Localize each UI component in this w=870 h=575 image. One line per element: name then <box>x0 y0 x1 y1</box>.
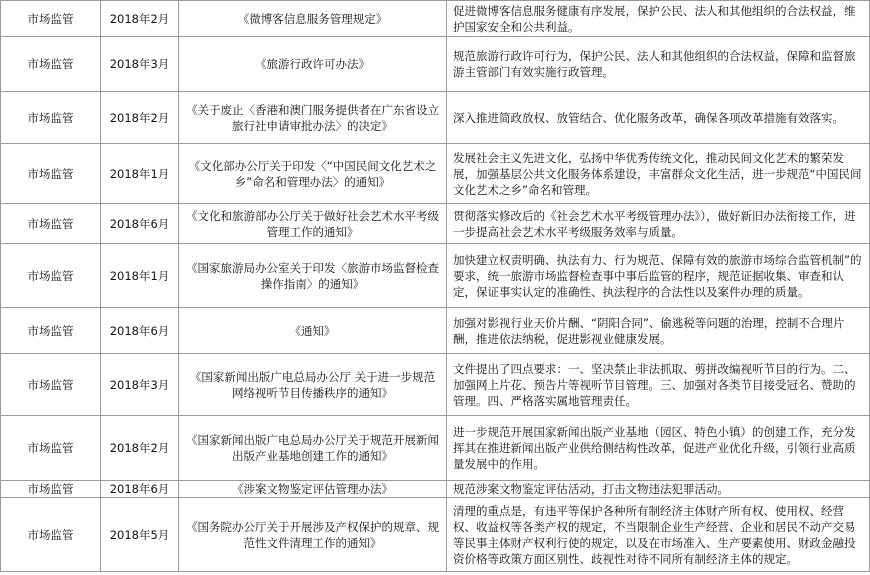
title-cell: 《通知》 <box>179 308 447 354</box>
date-cell: 2018年1月 <box>101 244 179 308</box>
category-cell: 市场监管 <box>1 354 101 416</box>
description-cell: 发展社会主义先进文化，弘扬中华优秀传统文化，推动民间文化艺术的繁荣发展，加强基层公共文化服务体系建设，丰富群众文化生活，进一步规范“中国民间文化艺术之乡”命名和管理。 <box>447 144 870 204</box>
description-cell: 文件提出了四点要求：一、坚决禁止非法抓取、剪拼改编视听节目的行为。二、加强网上片花、预告片等视听节目管理。三、加强对各类节目接受冠名、赞助的管理。四、严格落实属地管理责任。 <box>447 354 870 416</box>
description-cell: 加快建立权责明确、执法有力、行为规范、保障有效的旅游市场综合监管机制”的要求，统一旅游市场监督检查事中事后监管的程序，规范证据收集、审查和认定，保证事实认定的准确性、执法程序的合法性以及案件办理的质量。 <box>447 244 870 308</box>
title-cell: 《文化部办公厅关于印发〈“中国民间文化艺术之乡”命名和管理办法〉的通知》 <box>179 144 447 204</box>
table-row <box>1 204 870 244</box>
category-cell: 市场监管 <box>1 416 101 481</box>
description-cell: 规范旅游行政许可行为，保护公民、法人和其他组织的合法权益，保障和监督旅游主管部门有效实施行政管理。 <box>447 37 870 92</box>
category-cell: 市场监管 <box>1 481 101 498</box>
date-cell: 2018年1月 <box>101 144 179 204</box>
category-cell: 市场监管 <box>1 92 101 144</box>
table-row <box>1 498 870 572</box>
description-cell: 深入推进简政放权、放管结合、优化服务改革，确保各项改革措施有效落实。 <box>447 92 870 144</box>
date-cell: 2018年6月 <box>101 204 179 244</box>
title-cell: 《涉案文物鉴定评估管理办法》 <box>179 481 447 498</box>
title-cell: 《微博客信息服务管理规定》 <box>179 1 447 37</box>
date-cell: 2018年6月 <box>101 481 179 498</box>
category-cell: 市场监管 <box>1 204 101 244</box>
category-cell: 市场监管 <box>1 144 101 204</box>
date-cell: 2018年3月 <box>101 354 179 416</box>
description-cell: 加强对影视行业天价片酬、“阴阳合同”、偷逃税等问题的治理，控制不合理片酬，推进依法纳税，促进影视业健康发展。 <box>447 308 870 354</box>
table-row <box>1 244 870 308</box>
category-cell: 市场监管 <box>1 37 101 92</box>
date-cell: 2018年3月 <box>101 37 179 92</box>
table-row <box>1 1 870 37</box>
table-row <box>1 481 870 498</box>
category-cell: 市场监管 <box>1 1 101 37</box>
table-row <box>1 92 870 144</box>
category-cell: 市场监管 <box>1 498 101 572</box>
title-cell: 《国家新闻出版广电总局办公厅关于规范开展新闻出版产业基地创建工作的通知》 <box>179 416 447 481</box>
category-cell: 市场监管 <box>1 244 101 308</box>
date-cell: 2018年5月 <box>101 498 179 572</box>
table-row <box>1 308 870 354</box>
category-cell: 市场监管 <box>1 308 101 354</box>
date-cell: 2018年2月 <box>101 92 179 144</box>
title-cell: 《文化和旅游部办公厅关于做好社会艺术水平考级管理工作的通知》 <box>179 204 447 244</box>
title-cell: 《旅游行政许可办法》 <box>179 37 447 92</box>
description-cell: 清理的重点是，有违平等保护各种所有制经济主体财产所有权、使用权、经营权、收益权等各类产权的规定，不当限制企业生产经营、企业和居民不动产交易等民事主体财产权利行使的规定，以及在市场准入、生产要素使用、财政金融投资价格等政策方面区别性、歧视性对待不同所有制经济主体的规定。 <box>447 498 870 572</box>
table-row <box>1 37 870 92</box>
date-cell: 2018年6月 <box>101 308 179 354</box>
title-cell: 《国家旅游局办公室关于印发〈旅游市场监督检查操作指南〉的通知》 <box>179 244 447 308</box>
table-row <box>1 354 870 416</box>
description-cell: 促进微博客信息服务健康有序发展，保护公民、法人和其他组织的合法权益，维护国家安全和公共利益。 <box>447 1 870 37</box>
date-cell: 2018年2月 <box>101 1 179 37</box>
date-cell: 2018年2月 <box>101 416 179 481</box>
title-cell: 《国务院办公厅关于开展涉及产权保护的规章、规范性文件清理工作的通知》 <box>179 498 447 572</box>
description-cell: 进一步规范开展国家新闻出版产业基地（园区、特色小镇）的创建工作，充分发挥其在推进新闻出版产业供给侧结构性改革，促进产业优化升级，引领行业高质量发展中的作用。 <box>447 416 870 481</box>
title-cell: 《国家新闻出版广电总局办公厅 关于进一步规范网络视听节目传播秩序的通知》 <box>179 354 447 416</box>
table-row <box>1 144 870 204</box>
title-cell: 《关于废止〈香港和澳门服务提供者在广东省设立旅行社申请审批办法〉的决定》 <box>179 92 447 144</box>
description-cell: 贯彻落实修改后的《社会艺术水平考级管理办法》），做好新旧办法衔接工作，进一步提高社会艺术水平考级服务效率与质量。 <box>447 204 870 244</box>
table-row <box>1 416 870 481</box>
description-cell: 规范涉案文物鉴定评估活动，打击文物违法犯罪活动。 <box>447 481 870 498</box>
